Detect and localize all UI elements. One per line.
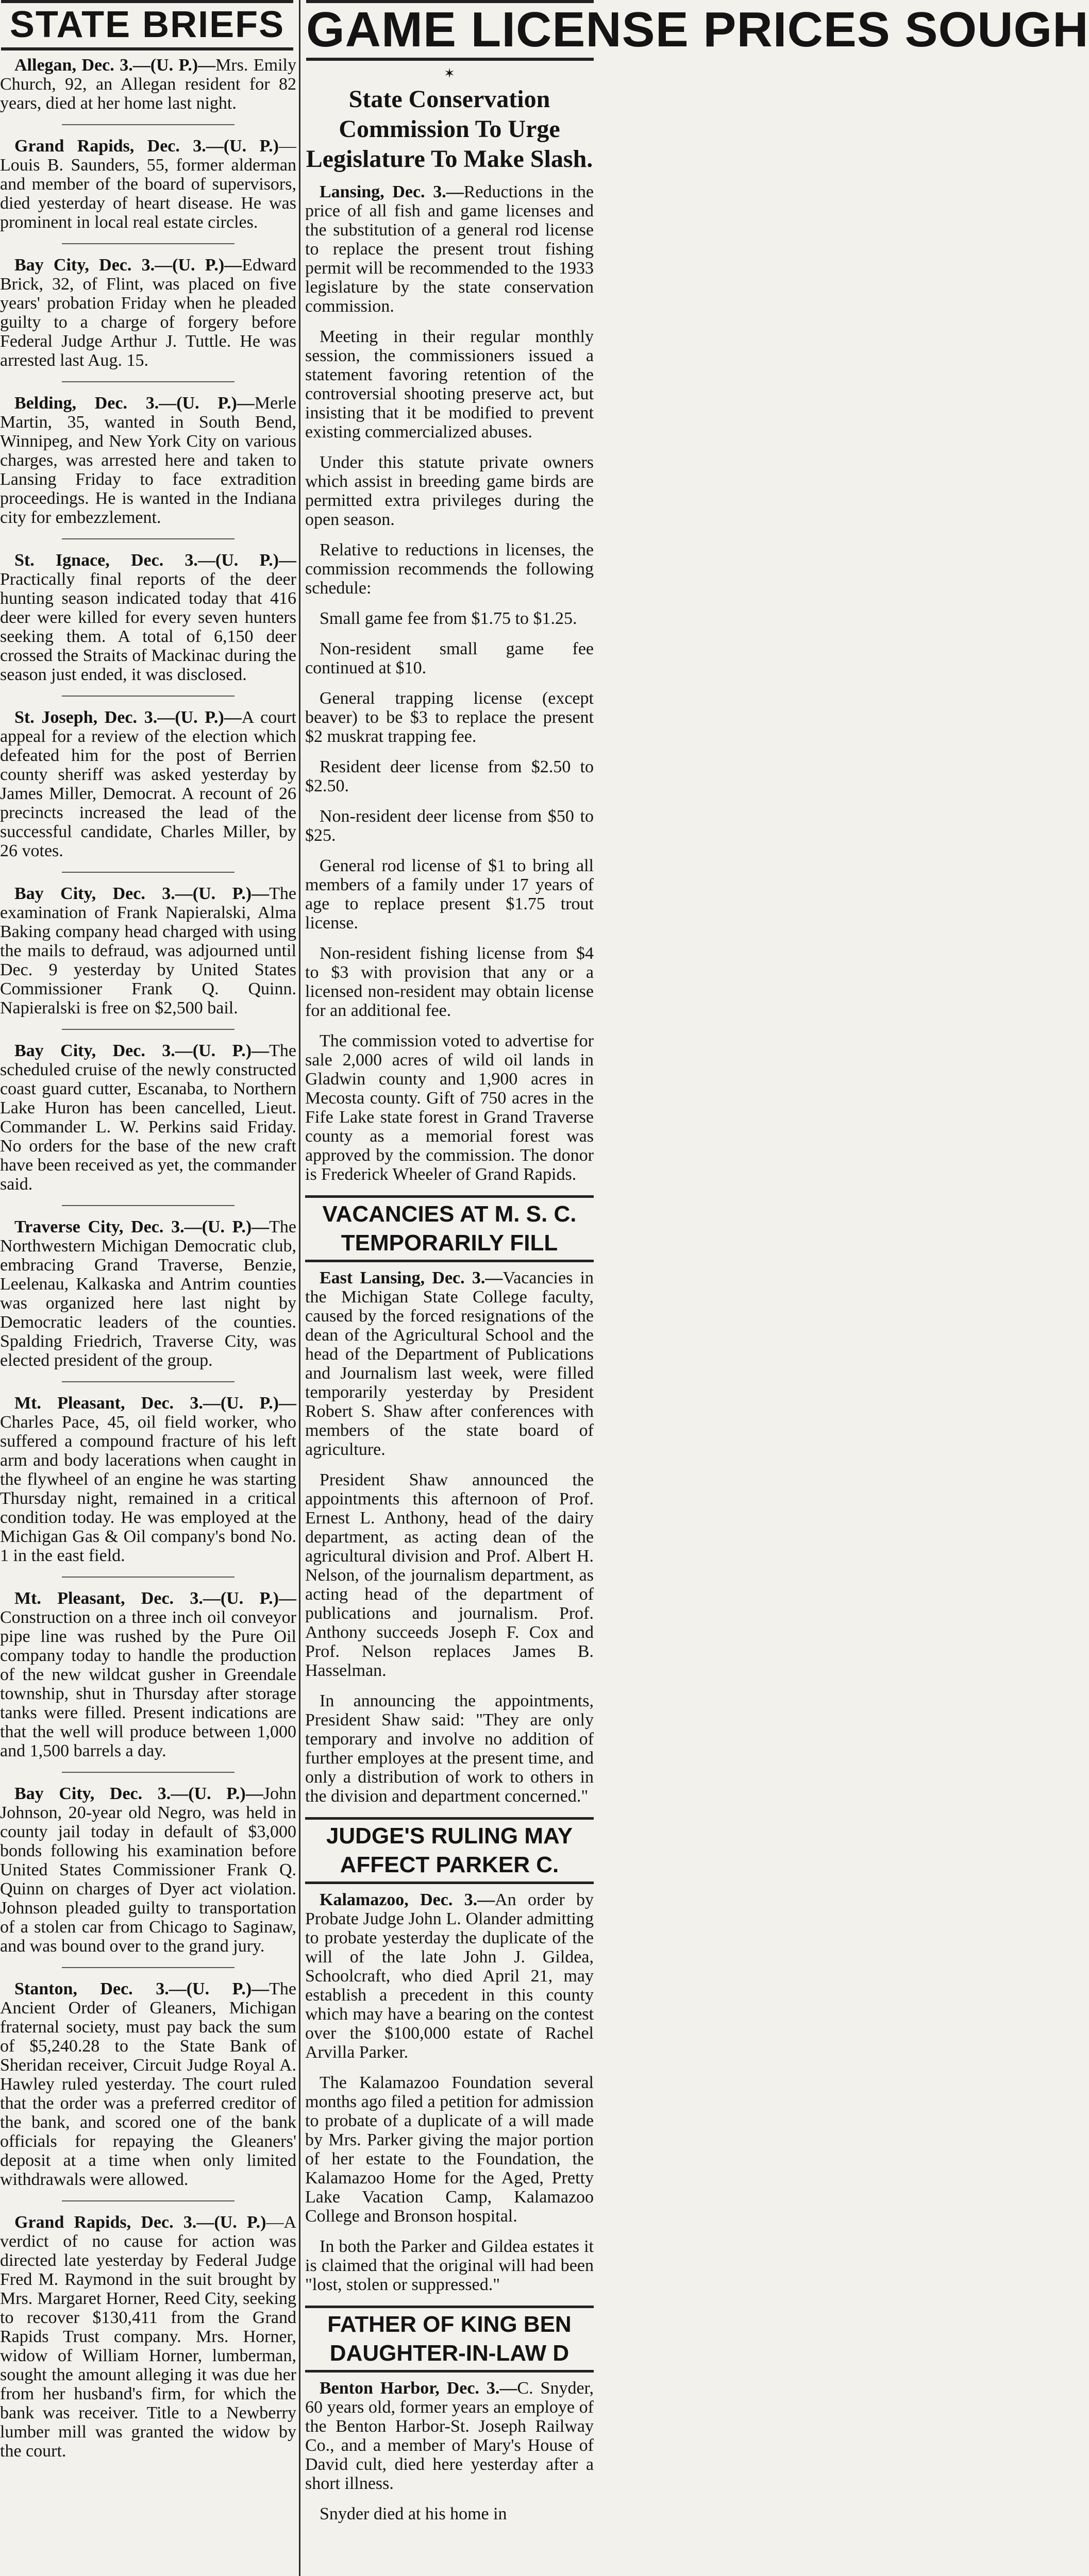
paragraph-text <box>0 1784 296 1956</box>
paragraph-text <box>0 708 296 860</box>
dateline: Allegan, Dec. 3.—(U. P.)— <box>14 56 216 75</box>
paragraph-text <box>305 944 594 1020</box>
body-text: Under this statute private owners which assist in breeding game birds are permitted extra privileges during the open season. <box>305 453 594 529</box>
paragraph <box>305 453 594 529</box>
paragraph-text <box>0 137 296 232</box>
paragraph <box>305 757 594 795</box>
paragraph <box>305 856 594 933</box>
game-license-story <box>305 182 594 1184</box>
paragraph <box>305 639 594 677</box>
star-ornament: ✶ <box>444 66 455 81</box>
brief-separator <box>62 124 234 125</box>
body-text: General trapping license (except beaver) to be $3 to replace the present $2 muskrat trapping fee. <box>305 689 594 746</box>
dateline: Mt. Pleasant, Dec. 3.—(U. P.)— <box>14 1589 296 1608</box>
news-brief <box>0 56 296 113</box>
paragraph-text <box>0 1394 296 1565</box>
dateline: Kalamazoo, Dec. 3.— <box>320 1890 495 1909</box>
body-text: John Johnson, 20-year old Negro, was held in county jail today in default of $3,000 bonds following his examination before United States Commissioner Frank Q. Quinn on charges of Dyer act violation. Johnson pleaded guilty to transportation of a stolen car from Chicago to Saginaw, and was bound over to the grand jury. <box>0 1784 296 1956</box>
brief-separator <box>62 381 234 382</box>
left-column <box>0 0 296 2576</box>
news-brief <box>0 1784 296 1956</box>
body-text: The Ancient Order of Gleaners, Michigan fraternal society, must pay back the sum of $5,240.28 to the State Bank of Sheridan receiver, Circuit Judge Royal A. Hawley ruled yesterday. The court ruled that the order was a preferred creditor of the bank, and scored one of the bank officials for repaying the Gleaners' deposit at a time when only limited withdrawals were allowed. <box>0 1979 296 2189</box>
paragraph-text <box>305 807 594 845</box>
right-column <box>305 0 1089 2576</box>
paragraph <box>305 1470 594 1680</box>
paragraph <box>305 609 594 628</box>
dateline: East Lansing, Dec. 3.— <box>320 1268 503 1287</box>
father-of-king-story <box>305 2379 594 2523</box>
body-text: President Shaw announced the appointments this afternoon of Prof. Ernest L. Anthony, head of the dairy department, as acting dean of the agricultural division and Prof. Albert H. Nelson, of the journalism department, as acting head of the department of publications and journalism. Prof. Anthony succeeds Joseph F. Cox and Prof. Nelson replaces James B. Hasselman. <box>305 1470 594 1680</box>
father-of-king-headline: FATHER OF KING BEN DAUGHTER-IN-LAW D <box>305 2306 594 2372</box>
vacancies-headline: VACANCIES AT M. S. C. TEMPORARILY FILL <box>305 1195 594 1262</box>
news-brief <box>0 1394 296 1565</box>
body-text: —Louis B. Saunders, 55, former alderman and member of the board of supervisors, died yesterday of heart disease. He was prominent in local real estate circles. <box>0 137 296 232</box>
dateline: Grand Rapids, Dec. 3.—(U. P.) <box>14 137 279 156</box>
dateline: Bay City, Dec. 3.—(U. P.)— <box>14 1041 270 1060</box>
paragraph-text <box>0 56 296 113</box>
paragraph-text <box>305 182 594 316</box>
brief-separator <box>62 538 234 539</box>
paragraph-text <box>0 551 296 684</box>
paragraph-text <box>305 609 594 628</box>
paragraph-text <box>0 1979 296 2189</box>
judge-ruling-story <box>305 1890 594 2294</box>
body-text: In announcing the appointments, President Shaw said: "They are only temporary and involve no addition of further employes at the present time, and only a distribution of work to others in the division and department concerned." <box>305 1691 594 1806</box>
news-brief <box>0 708 296 860</box>
body-text: Meeting in their regular monthly session, the commissioners issued a statement favoring retention of the controversial shooting preserve act, but insisting that it be modified to prevent existing commercialized abuses. <box>305 327 594 442</box>
body-text: The examination of Frank Napieralski, Alma Baking company head charged with using the mails to defraud, was adjourned until Dec. 9 yesterday by United States Commissioner Frank Q. Quinn. Napieralski is free on $2,500 bail. <box>0 884 296 1018</box>
dateline: Grand Rapids, Dec. 3.—(U. P.) <box>14 2213 266 2232</box>
body-text: The commission voted to advertise for sale 2,000 acres of wild oil lands in Gladwin county and 1,900 acres in Mecosta county. Gift of 750 acres in the Fife Lake state forest in Grand Traverse county as a memorial forest was approved by the commission. The donor is Frederick Wheeler of Grand Rapids. <box>305 1031 594 1184</box>
paragraph-text <box>0 394 296 527</box>
paragraph-text <box>0 1041 296 1194</box>
body-text: Resident deer license from $2.50 to $2.50. <box>305 757 594 795</box>
paragraph-text <box>0 2213 296 2461</box>
paragraph <box>305 540 594 598</box>
body-text: A court appeal for a review of the election which defeated him for the post of Berrien county sheriff was asked yesterday by James Miller, Democrat. A recount of 26 precincts increased the lead of the successful candidate, Charles Miller, by 26 votes. <box>0 708 297 860</box>
paragraph <box>305 2237 594 2294</box>
paragraph <box>305 1890 594 2062</box>
dateline: St. Ignace, Dec. 3.—(U. P.)— <box>14 551 296 570</box>
body-text: C. Snyder, 60 years old, former years an employe of the Benton Harbor-St. Joseph Railway Co., and a member of Mary's House of David cult, died here yesterday after a short illness. <box>305 2379 594 2493</box>
news-brief <box>0 1217 296 1370</box>
body-text: Snyder died at his home in <box>320 2504 507 2523</box>
paragraph-text <box>0 884 296 1018</box>
brief-separator <box>62 1772 234 1773</box>
body-text: Relative to reductions in licenses, the commission recommends the following schedule: <box>305 540 594 598</box>
paragraph <box>305 689 594 746</box>
body-text: An order by Probate Judge John L. Olander admitting to probate yesterday the duplicate of the will of the late John J. Gildea, Schoolcraft, who died April 21, may establish a precedent in this county which may have a bearing on the contest over the $100,000 estate of Rachel Arvilla Parker. <box>305 1890 594 2062</box>
paragraph-text <box>305 1031 594 1184</box>
news-brief <box>0 394 296 527</box>
paragraph <box>305 2073 594 2226</box>
body-text: Small game fee from $1.75 to $1.25. <box>320 609 577 628</box>
paragraph-text <box>305 2237 594 2294</box>
paragraph-text <box>305 327 594 442</box>
dateline: Stanton, Dec. 3.—(U. P.)— <box>14 1979 270 1998</box>
brief-separator <box>62 1029 234 1030</box>
dateline: Belding, Dec. 3.—(U. P.)— <box>14 394 255 413</box>
game-license-headline: GAME LICENSE PRICES SOUGH <box>306 2 1089 57</box>
dateline: Bay City, Dec. 3.—(U. P.)— <box>14 256 242 275</box>
paragraph-text <box>305 1470 594 1680</box>
paragraph-text <box>305 1890 594 2062</box>
paragraph-text <box>0 256 296 370</box>
paragraph-text <box>305 856 594 933</box>
brief-separator <box>62 1381 234 1382</box>
body-text: Practically final reports of the deer hunting season indicated today that 416 deer were killed for every seven hunters seeking them. A total of 6,150 deer crossed the Straits of Mackinac during the season just ended, it was disclosed. <box>0 570 296 684</box>
body-text: In both the Parker and Gildea estates it is claimed that the original will had been "lost, stolen or suppressed." <box>305 2237 594 2294</box>
paragraph <box>305 1691 594 1806</box>
body-text: Reductions in the price of all fish and game licenses and the substitution of a general rod license to replace the present trout fishing permit will be recommended to the 1933 legislature by the state conservation commission. <box>305 182 594 316</box>
body-text: The Northwestern Michigan Democratic club, embracing Grand Traverse, Benzie, Leelenau, Kalkaska and Antrim counties was organized here last night by Democratic leaders of the counties. Spalding Friedrich, Traverse City, was elected president of the group. <box>0 1217 296 1370</box>
body-text: Vacancies in the Michigan State College faculty, caused by the forced resignations of the dean of the Agricultural School and the head of the Department of Publications and Journalism last week, were filled temporarily yesterday by President Robert S. Shaw after conferences with members of the state board of agriculture. <box>305 1268 594 1459</box>
paragraph-text <box>305 2504 594 2523</box>
paragraph <box>305 1268 594 1459</box>
news-brief <box>0 137 296 232</box>
body-text: Construction on a three inch oil conveyor pipe line was rushed by the Pure Oil company today to handle the production of the new wildcat gusher in Greendale township, shut in Thursday after storage tanks were filled. Present indications are that the well will produce between 1,000 and 1,500 barrels a day. <box>0 1608 296 1760</box>
brief-separator <box>62 872 234 873</box>
paragraph-text <box>305 639 594 677</box>
judge-ruling-headline: JUDGE'S RULING MAY AFFECT PARKER C. <box>305 1817 594 1884</box>
paragraph-text <box>305 540 594 598</box>
dateline: Mt. Pleasant, Dec. 3.—(U. P.)— <box>14 1394 296 1413</box>
paragraph <box>305 1031 594 1184</box>
dateline: Bay City, Dec. 3.—(U. P.)— <box>14 1784 263 1803</box>
paragraph <box>305 2379 594 2493</box>
paragraph-text <box>305 2379 594 2493</box>
paragraph-text <box>305 757 594 795</box>
brief-separator <box>62 1205 234 1206</box>
news-brief <box>0 884 296 1018</box>
news-brief <box>0 2213 296 2461</box>
body-text: Non-resident small game fee continued at $10. <box>305 639 594 677</box>
body-text: —A verdict of no cause for action was directed late yesterday by Federal Judge Fred M. Raymond in the suit brought by Mrs. Margaret Horner, Reed City, seeking to recover $130,411 from the Grand Rapids Trust company. Mrs. Horner, widow of William Horner, lumberman, sought the amount alleging it was due her from her husband's firm, for which the bank was receiver. Title to a Newberry lumber mill was granted the widow by the court. <box>0 2213 296 2461</box>
body-text: Merle Martin, 35, wanted in South Bend, Winnipeg, and New York City on various charges, was arrested here and taken to Lansing Friday to face extradition proceedings. He is wanted in the Indiana city for embezzlement. <box>0 394 296 527</box>
news-brief <box>0 1589 296 1760</box>
brief-separator <box>62 696 234 697</box>
paragraph-text <box>0 1589 296 1760</box>
paragraph <box>305 944 594 1020</box>
news-brief <box>0 1041 296 1194</box>
paragraph-text <box>305 689 594 746</box>
state-briefs-header-box <box>1 0 293 50</box>
body-text: Edward Brick, 32, of Flint, was placed on five years' probation Friday when he pleaded guilty to a charge of forgery before Federal Judge Arthur J. Tuttle. He was arrested last Aug. 15. <box>0 256 296 370</box>
state-briefs-heading: STATE BRIEFS <box>9 4 285 45</box>
state-briefs-list <box>0 56 296 2461</box>
body-text: The scheduled cruise of the newly constructed coast guard cutter, Escanaba, to Northern Lake Huron has been cancelled, Lieut. Commander L. W. Perkins said Friday. No orders for the base of the new craft have been received as yet, the commander said. <box>0 1041 296 1194</box>
game-license-subhead: State Conservation Commission To Urge Legislature To Make Slash. <box>306 86 593 173</box>
game-license-header-box <box>306 0 1089 61</box>
body-text: General rod license of $1 to bring all members of a family under 17 years of age to replace present $1.75 trout license. <box>305 856 594 933</box>
paragraph <box>305 807 594 845</box>
paragraph-text <box>305 2073 594 2226</box>
paragraph-text <box>305 1691 594 1806</box>
dateline: Traverse City, Dec. 3.—(U. P.)— <box>14 1217 270 1236</box>
body-text: The Kalamazoo Foundation several months ago filed a petition for admission to probate of a duplicate of a will made by Mrs. Parker giving the major portion of her estate to the Foundation, the Kalamazoo Home for the Aged, Pretty Lake Vacation Camp, Kalamazoo College and Bronson hospital. <box>305 2073 594 2226</box>
paragraph <box>305 327 594 442</box>
brief-separator <box>62 243 234 244</box>
vacancies-story <box>305 1268 594 1806</box>
dateline: Lansing, Dec. 3.— <box>320 182 464 201</box>
paragraph-text <box>0 1217 296 1370</box>
news-brief <box>0 256 296 370</box>
dateline: Bay City, Dec. 3.—(U. P.)— <box>14 884 270 903</box>
body-text: Charles Pace, 45, oil field worker, who suffered a compound fracture of his left arm and body lacerations when caught in the flywheel of an engine he was starting Thursday night, remained in a critical condition today. He was employed at the Michigan Gas & Oil company's bond No. 1 in the east field. <box>0 1413 296 1565</box>
news-brief <box>0 551 296 684</box>
body-text: Non-resident fishing license from $4 to $3 with provision that any or a licensed non-resident may obtain license for an additional fee. <box>305 944 594 1020</box>
column-divider <box>299 0 300 2576</box>
dateline: Benton Harbor, Dec. 3.— <box>320 2379 517 2398</box>
news-brief <box>0 1979 296 2189</box>
body-text: Non-resident deer license from $50 to $25. <box>305 807 594 845</box>
paragraph <box>305 2504 594 2523</box>
brief-separator <box>62 1577 234 1578</box>
brief-separator <box>62 2200 234 2201</box>
dateline: St. Joseph, Dec. 3.—(U. P.)— <box>14 708 242 727</box>
brief-separator <box>62 1967 234 1968</box>
paragraph <box>305 182 594 316</box>
body-text: Mrs. Emily Church, 92, an Allegan resident for 82 years, died at her home last night. <box>0 56 296 113</box>
paragraph-text <box>305 1268 594 1459</box>
paragraph-text <box>305 453 594 529</box>
